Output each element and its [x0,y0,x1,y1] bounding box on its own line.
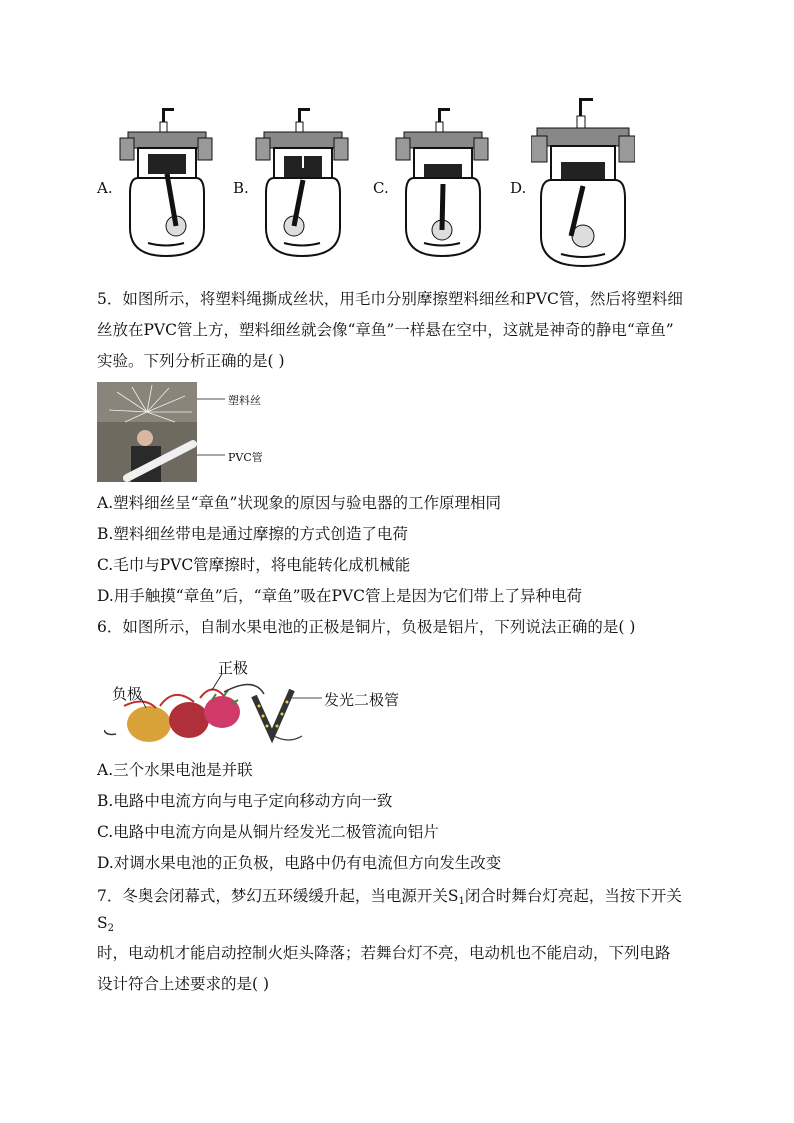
q7-s2-symbol [97,912,114,940]
engine-diagram-a [118,108,214,258]
q5-option-a: A.塑料细丝呈“章鱼”状现象的原因与验电器的工作原理相同 [97,494,501,512]
label-plastic-fiber: 塑料丝 [228,394,261,407]
q4-option-a-label: A. [97,179,113,197]
label-negative-pole: 负极 [112,685,143,703]
engine-diagram-b [254,108,350,258]
engine-diagram-d [531,98,635,268]
q6-stem-line-1: 6．如图所示，自制水果电池的正极是铜片，负极是铝片，下列说法正确的是( ) [97,618,636,636]
q7-s2-main: S [97,914,108,932]
q4-option-c-label: C. [373,179,389,197]
engine-diagram-c [394,108,490,258]
q7-stem-line-1 [97,885,682,913]
q5-stem-line-2: 丝放在PVC管上方，塑料细丝就会像“章鱼”一样悬在空中，这就是神奇的静电“章鱼” [97,321,674,339]
q5-stem-line-3: 实验。下列分析正确的是( ) [97,352,285,370]
octopus-experiment-photo [97,382,197,482]
photo-leader-lines [197,393,227,463]
q5-option-c: C.毛巾与PVC管摩擦时，将电能转化成机械能 [97,556,411,574]
q7-stem-line-1-post: 闭合时舞台灯亮起，当按下开关 [464,887,682,905]
label-led: 发光二极管 [324,691,400,709]
label-positive-pole: 正极 [218,659,249,677]
q7-stem-line-3: 时，电动机才能启动控制火炬头降落；若舞台灯不亮，电动机也不能启动，下列电路 [97,944,671,962]
label-pvc-pipe: PVC管 [228,451,263,464]
q6-option-d: D.对调水果电池的正负极，电路中仍有电流但方向发生改变 [97,854,502,872]
q5-option-b: B.塑料细丝带电是通过摩擦的方式创造了电荷 [97,525,408,543]
q5-stem-line-1: 5．如图所示，将塑料绳撕成丝状，用毛巾分别摩擦塑料细丝和PVC管，然后将塑料细 [97,290,683,308]
q4-option-d-label: D. [510,179,527,197]
q6-option-c: C.电路中电流方向是从铜片经发光二极管流向铝片 [97,823,439,841]
q7-s1-subscript: 1 [458,896,465,907]
q4-option-b-label: B. [233,179,249,197]
q5-option-d: D.用手触摸“章鱼”后，“章鱼”吸在PVC管上是因为它们带上了异种电荷 [97,587,582,605]
q6-option-b: B.电路中电流方向与电子定向移动方向一致 [97,792,393,810]
q7-s2-subscript: 2 [107,923,114,934]
q7-stem-line-1-pre: 7．冬奥会闭幕式，梦幻五环缓缓升起，当电源开关S [97,887,459,905]
q7-stem-line-4: 设计符合上述要求的是( ) [97,975,270,993]
q6-option-a: A.三个水果电池是并联 [97,761,253,779]
